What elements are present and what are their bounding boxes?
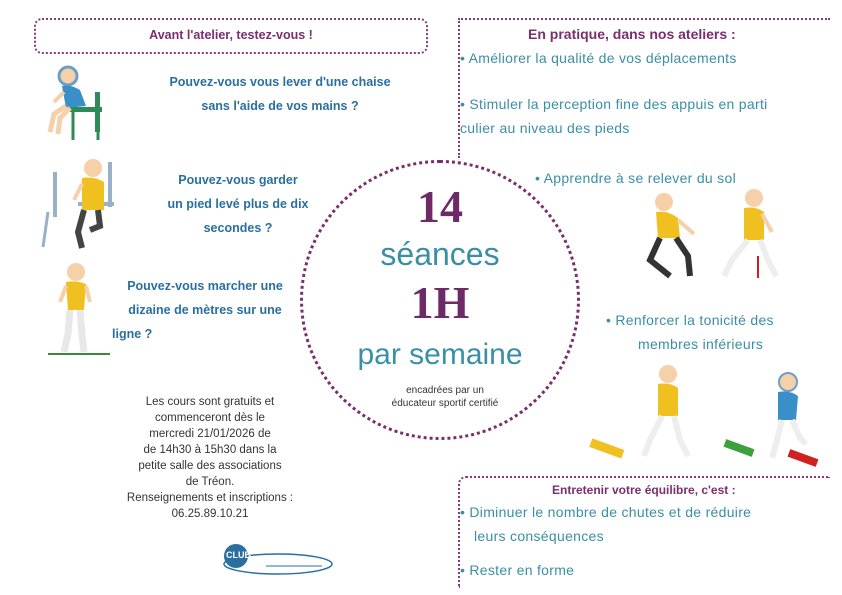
practice-title: En pratique, dans nos ateliers : (528, 26, 736, 42)
question-1-line-2: sans l'aide de vos mains ? (201, 99, 359, 113)
info-line-1: Les cours sont gratuits et (145, 396, 275, 408)
one-leg-person-illustration (38, 152, 133, 252)
info-line-7: Renseignements et inscriptions : (126, 492, 294, 504)
info-line-3: mercredi 21/01/2026 de (149, 428, 271, 440)
rising-from-floor-illustration (628, 186, 808, 282)
step-over-illustration (584, 360, 824, 470)
practice-bullet-2-line-2: culier au niveau des pieds (460, 120, 630, 136)
self-test-header-box (34, 18, 428, 54)
sessions-label: séances (380, 236, 500, 272)
supervision-note-line-1: encadrées par un (406, 385, 484, 396)
question-2-line-3: secondes ? (203, 221, 273, 235)
info-line-5: petite salle des associations (138, 460, 282, 472)
question-3-line-1: Pouvez-vous marcher une (127, 279, 283, 293)
per-week-label: par semaine (357, 338, 523, 371)
balance-bullet-1 (460, 500, 751, 548)
practice-bullet-3: • Apprendre à se relever du sol (535, 170, 736, 186)
question-1 (140, 70, 420, 118)
practice-bullet-4 (606, 308, 774, 356)
course-info (110, 394, 310, 522)
practice-bullet-2 (460, 92, 840, 140)
balance-bullet-1-line-1: • Diminuer le nombre de chutes et de réduire (460, 504, 752, 520)
question-3-line-3: ligne ? (112, 327, 153, 341)
practice-bullet-1: • Améliorer la qualité de vos déplacements (460, 50, 737, 66)
balance-bullet-1-line-2: leurs conséquences (474, 528, 604, 544)
supervision-note (360, 384, 530, 410)
session-count: 14 (417, 181, 463, 232)
club-logo-text: CLUB (226, 550, 251, 560)
practice-bullet-2-line-1: • Stimuler la perception fine des appuis en parti (460, 96, 768, 112)
practice-bullet-4-line-2: membres inférieurs (638, 336, 764, 352)
session-duration: 1H (410, 277, 470, 328)
practice-box-top-border (458, 18, 830, 20)
question-3 (100, 274, 310, 346)
info-line-6: de Tréon. (185, 476, 235, 488)
supervision-note-line-2: éducateur sportif certifié (391, 398, 499, 409)
club-logo (222, 538, 334, 578)
question-3-line-2: dizaine de mètres sur une (128, 303, 282, 317)
seated-person-illustration (40, 62, 130, 142)
balance-title: Entretenir votre équilibre, c'est : (552, 483, 736, 497)
question-2-line-2: un pied levé plus de dix (167, 197, 309, 211)
question-1-line-1: Pouvez-vous vous lever d'une chaise (169, 75, 391, 89)
info-line-2: commenceront dès le (155, 412, 265, 424)
info-line-8: 06.25.89.10.21 (171, 508, 249, 520)
practice-bullet-4-line-1: • Renforcer la tonicité des (606, 312, 774, 328)
self-test-title: Avant l'atelier, testez-vous ! (149, 28, 313, 42)
info-line-4: de 14h30 à 15h30 dans la (143, 444, 277, 456)
balance-bullet-2: • Rester en forme (460, 562, 575, 578)
question-2-line-1: Pouvez-vous garder (178, 173, 298, 187)
